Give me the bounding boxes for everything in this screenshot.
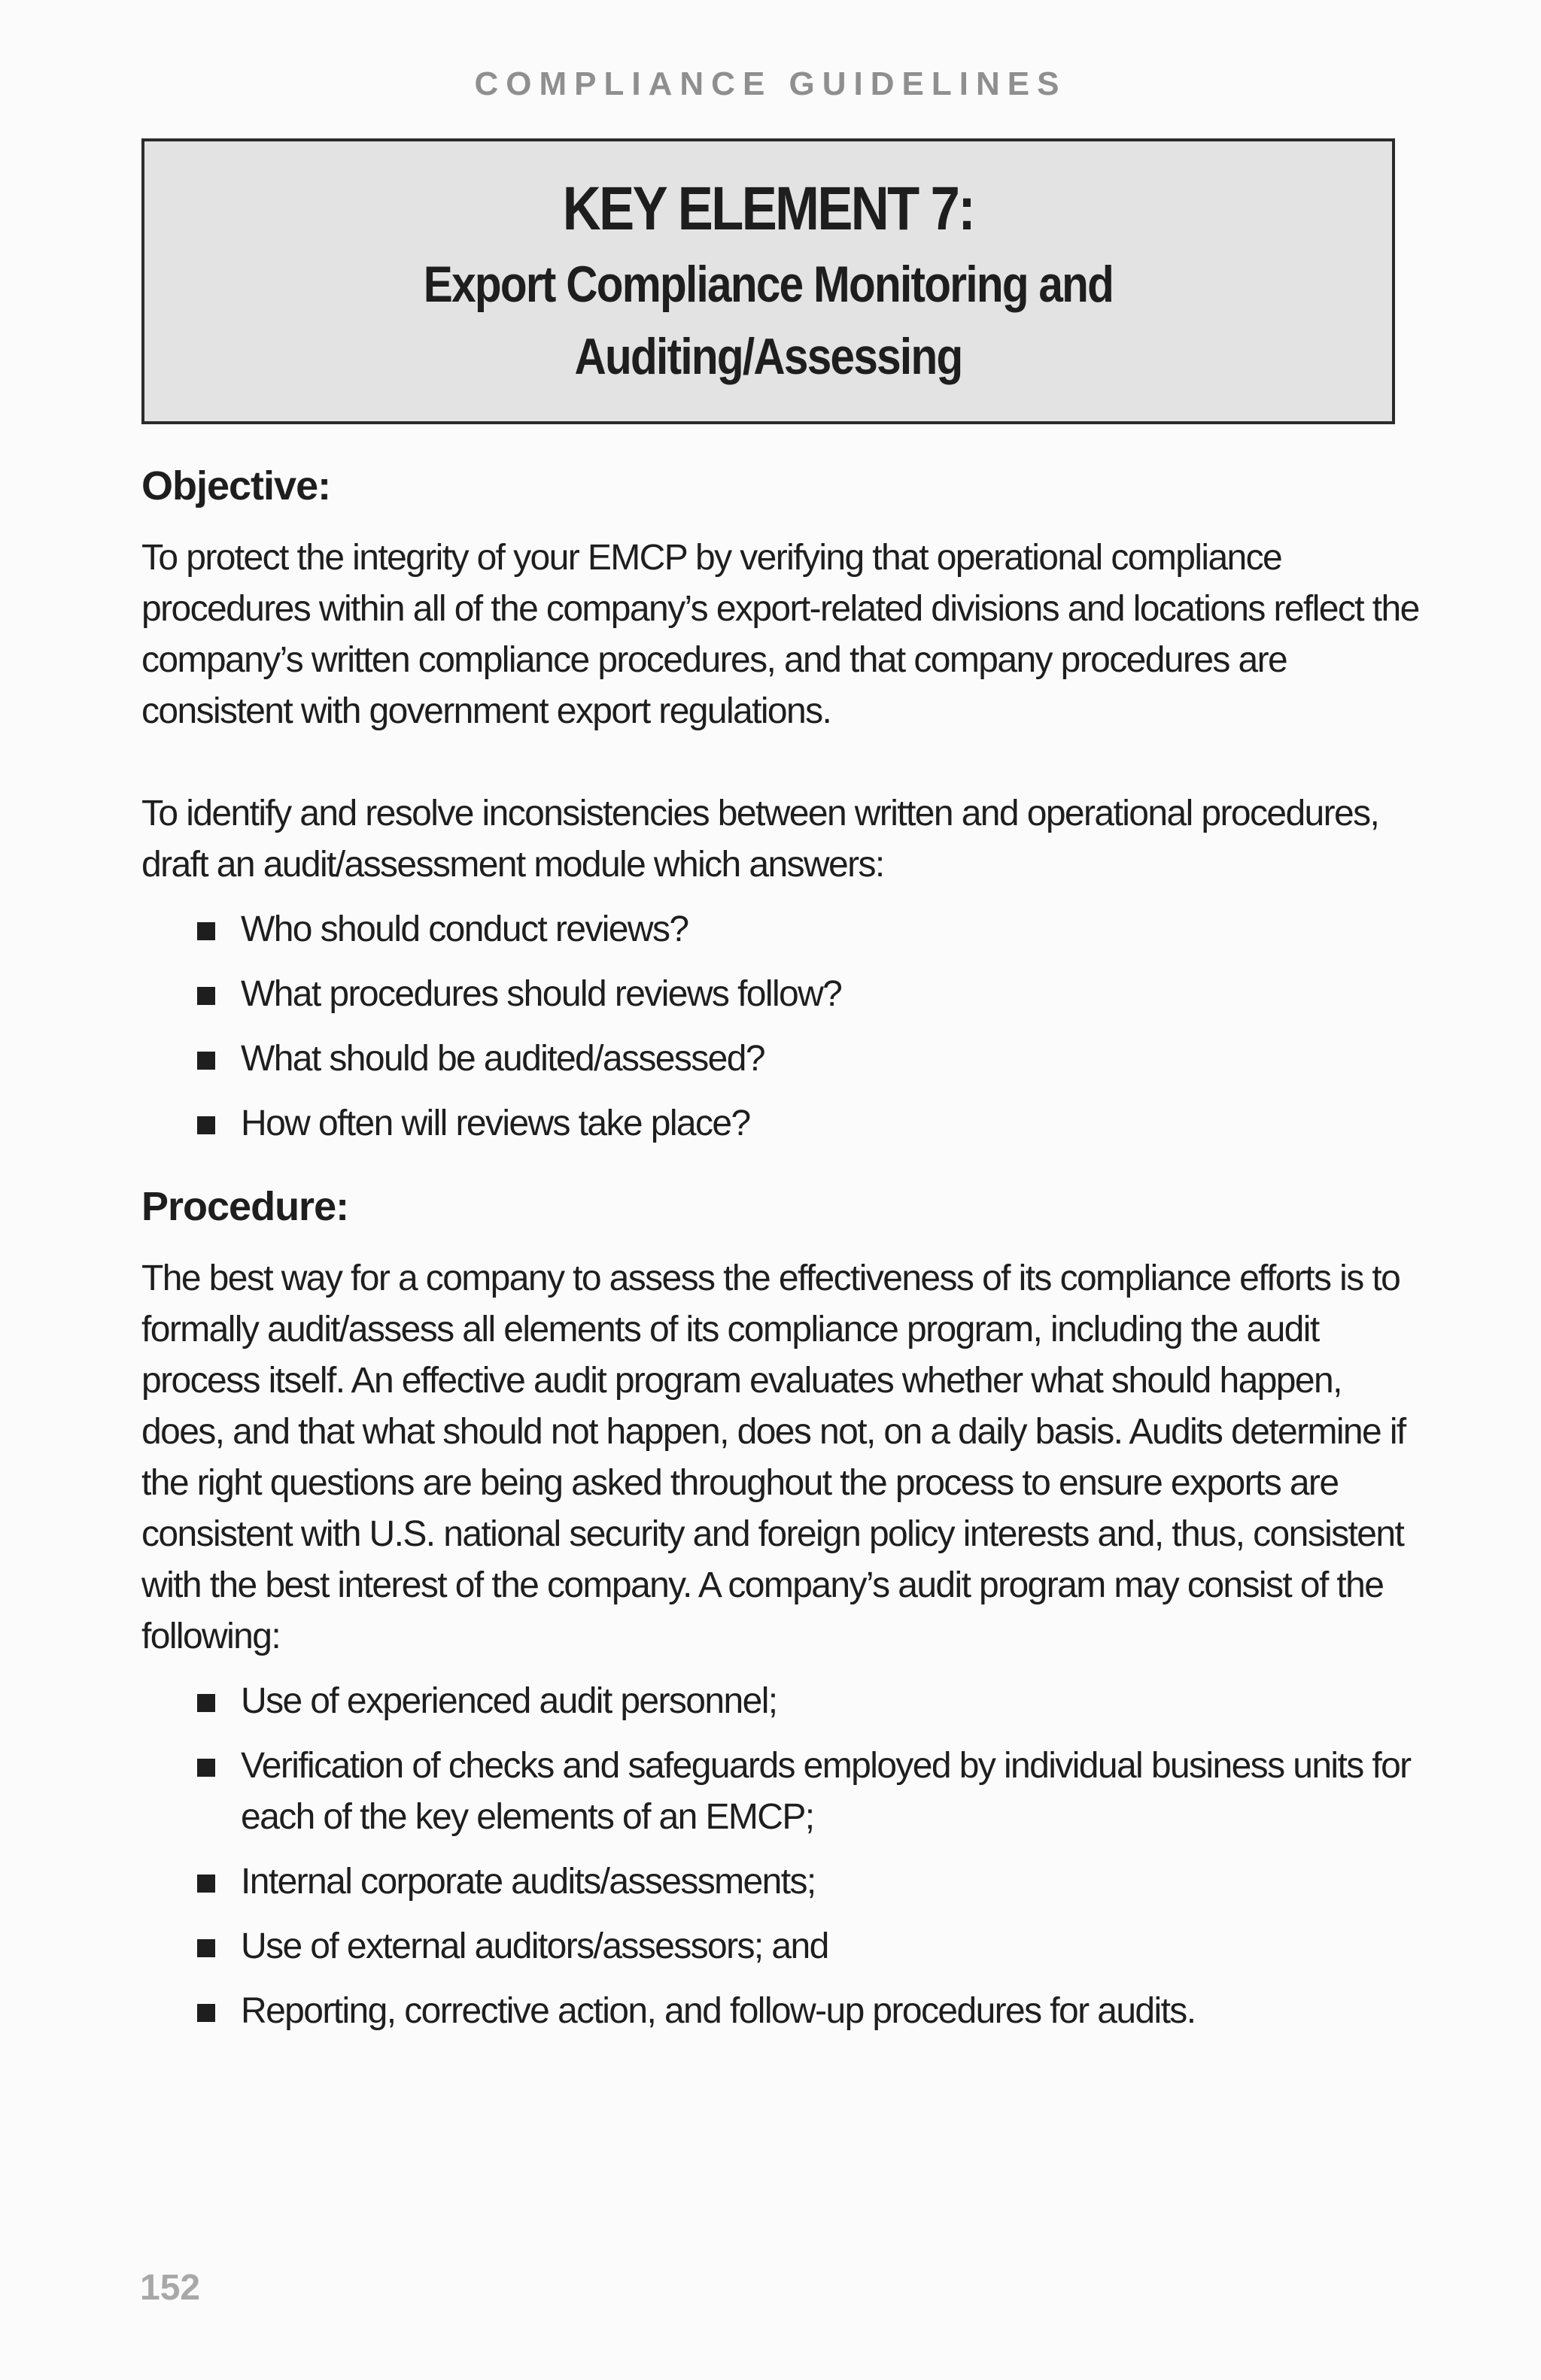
square-bullet-icon [197,1939,215,1957]
square-bullet-icon [197,1875,215,1893]
key-element-subtitle-line2: Auditing/Assessing [574,328,962,385]
bullet-text: What should be audited/assessed? [241,1039,764,1079]
square-bullet-icon [197,1694,215,1712]
procedure-paragraph: The best way for a company to assess the effectiveness of its compliance efforts is to formally audit/assess all elements of its compliance program, including the audit process itself. An effective audit program evaluates whether what should happen, does, and that what should not happen, does not, on a daily basis. Audits determine if the right questions are being asked throughout the process to ensure exports are consistent with U.S. national security and foreign policy interests and, thus, consistent with the best interest of the company. A company’s audit program may consist of the following: [141,1258,1406,1656]
list-item [141,1921,1421,1972]
bullet-text: Internal corporate audits/assessments; [241,1862,816,1902]
square-bullet-icon [197,1116,215,1134]
square-bullet-icon [197,922,215,940]
bullet-text: Use of external auditors/assessors; and [241,1926,828,1966]
bullet-text: Who should conduct reviews? [241,909,688,949]
objective-paragraph-2: To identify and resolve inconsistencies between written and operational procedures, draft an audit/assessment module which answers: [141,794,1379,885]
bullet-text: Use of experienced audit personnel; [241,1681,777,1721]
key-element-subtitle-line1: Export Compliance Monitoring and [423,256,1114,313]
bullet-text: What procedures should reviews follow? [241,974,842,1014]
list-item [141,969,1421,1020]
square-bullet-icon [197,1759,215,1777]
bullet-text: How often will reviews take place? [241,1103,750,1143]
bullet-text: Verification of checks and safeguards employed by individual business units for each of the key elements of an EMCP; [241,1746,1411,1837]
objective-bullet-list [141,904,1421,1149]
objective-paragraph-1: To protect the integrity of your EMCP by verifying that operational compliance procedures within all of the company’s export-related divisions and locations reflect the company’s written compliance procedures, and that company procedures are consistent with government export regulations. [141,538,1419,731]
square-bullet-icon [197,2004,215,2022]
list-item [141,1741,1421,1843]
list-item [141,904,1421,955]
objective-heading: Objective: [141,463,331,508]
bullet-text: Reporting, corrective action, and follow-up procedures for audits. [241,1991,1196,2031]
list-item [141,1676,1421,1727]
list-item [141,1098,1421,1149]
square-bullet-icon [197,987,215,1005]
page-content [141,459,1421,2037]
page-number: 152 [140,2268,201,2308]
procedure-heading: Procedure: [141,1184,349,1229]
running-header: COMPLIANCE GUIDELINES [474,65,1067,102]
list-item [141,1856,1421,1908]
square-bullet-icon [197,1052,215,1070]
list-item [141,1034,1421,1085]
procedure-bullet-list [141,1676,1421,2037]
key-element-title-box [141,138,1395,424]
key-element-title: KEY ELEMENT 7: [562,175,974,243]
list-item [141,1986,1421,2037]
